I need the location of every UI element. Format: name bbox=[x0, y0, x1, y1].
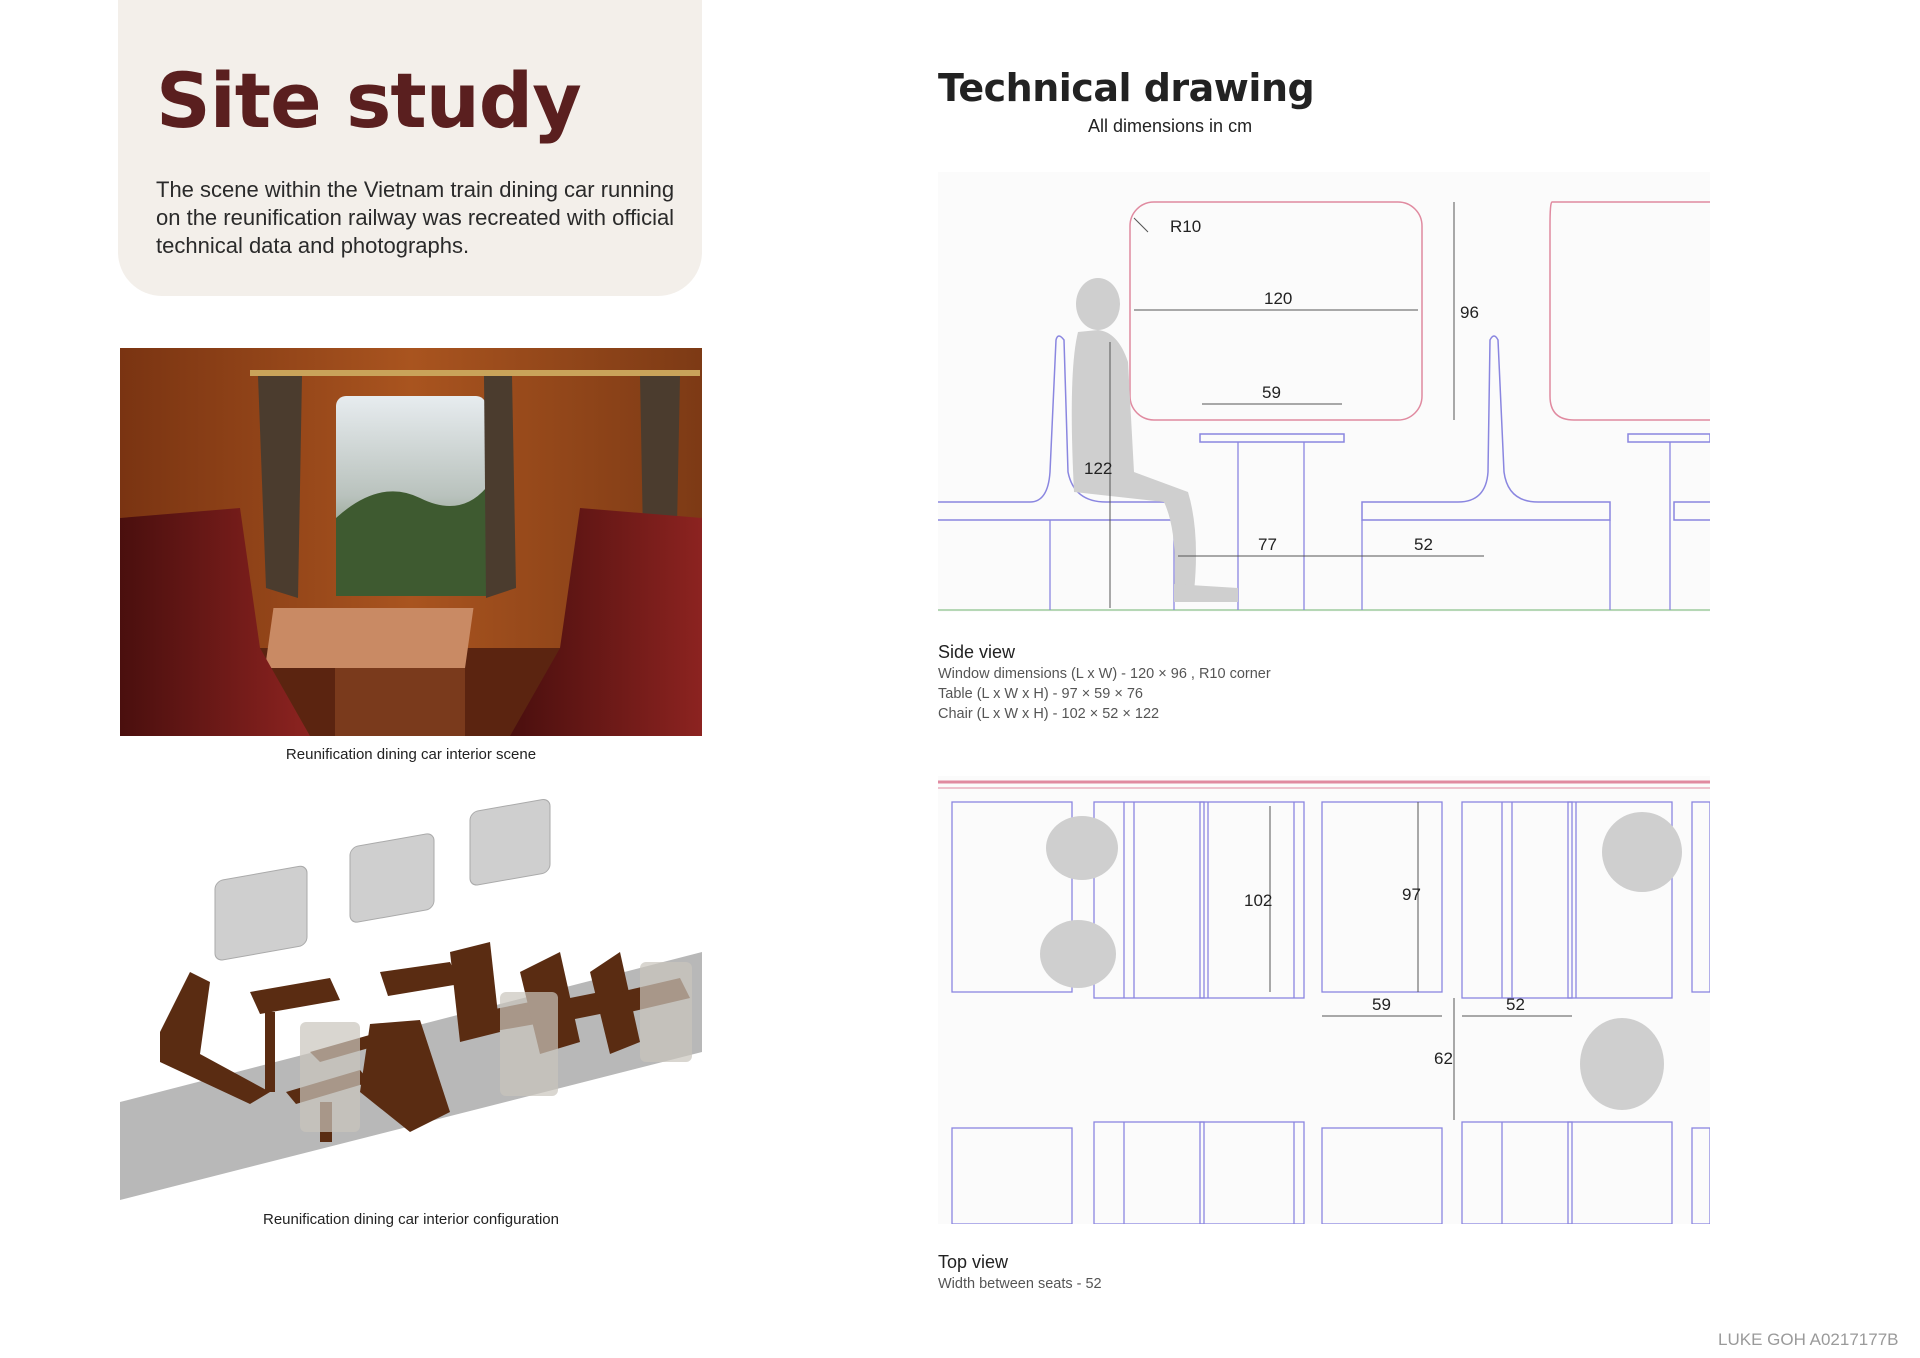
side-view-title: Side view bbox=[938, 642, 1016, 662]
top-dim-seat-gap: 52 bbox=[1506, 995, 1525, 1014]
technical-drawing-title: Technical drawing bbox=[938, 66, 1315, 110]
side-view-line: Window dimensions (L x W) - 120 × 96 , R10 corner bbox=[938, 666, 1271, 682]
technical-drawing-subtitle: All dimensions in cm bbox=[1088, 116, 1253, 136]
side-view-line: Chair (L x W x H) - 102 × 52 × 122 bbox=[938, 706, 1160, 722]
top-dim-table-length: 97 bbox=[1402, 885, 1421, 904]
top-view-line: Width between seats - 52 bbox=[938, 1276, 1102, 1292]
page-title: Site study bbox=[156, 56, 581, 145]
dim-window-length: 120 bbox=[1264, 289, 1293, 308]
dim-table-width: 59 bbox=[1262, 383, 1281, 402]
dim-table-height: 77 bbox=[1258, 535, 1277, 554]
side-view-drawing bbox=[938, 172, 1710, 612]
configuration-render bbox=[120, 792, 702, 1200]
author-footer: LUKE GOH A0217177B bbox=[1718, 1330, 1899, 1349]
dim-corner: R10 bbox=[1170, 217, 1202, 236]
interior-photo bbox=[120, 348, 702, 736]
top-dim-table-width: 59 bbox=[1372, 995, 1391, 1014]
top-view-title: Top view bbox=[938, 1252, 1009, 1272]
dim-seat-gap: 52 bbox=[1414, 535, 1433, 554]
side-view-line: Table (L x W x H) - 97 × 59 × 76 bbox=[938, 686, 1143, 702]
configuration-caption: Reunification dining car interior configuration bbox=[262, 1211, 559, 1228]
dim-window-height: 96 bbox=[1460, 303, 1479, 322]
dim-chair-height: 122 bbox=[1084, 459, 1113, 478]
top-view-drawing bbox=[938, 776, 1710, 1224]
interior-caption: Reunification dining car interior scene bbox=[285, 746, 537, 763]
top-dim-aisle: 62 bbox=[1434, 1049, 1453, 1068]
intro-text: The scene within the Vietnam train dining car running on the reunification railway was recreated with official technical data and photographs. bbox=[156, 177, 675, 258]
top-dim-chair-length: 102 bbox=[1244, 891, 1273, 910]
